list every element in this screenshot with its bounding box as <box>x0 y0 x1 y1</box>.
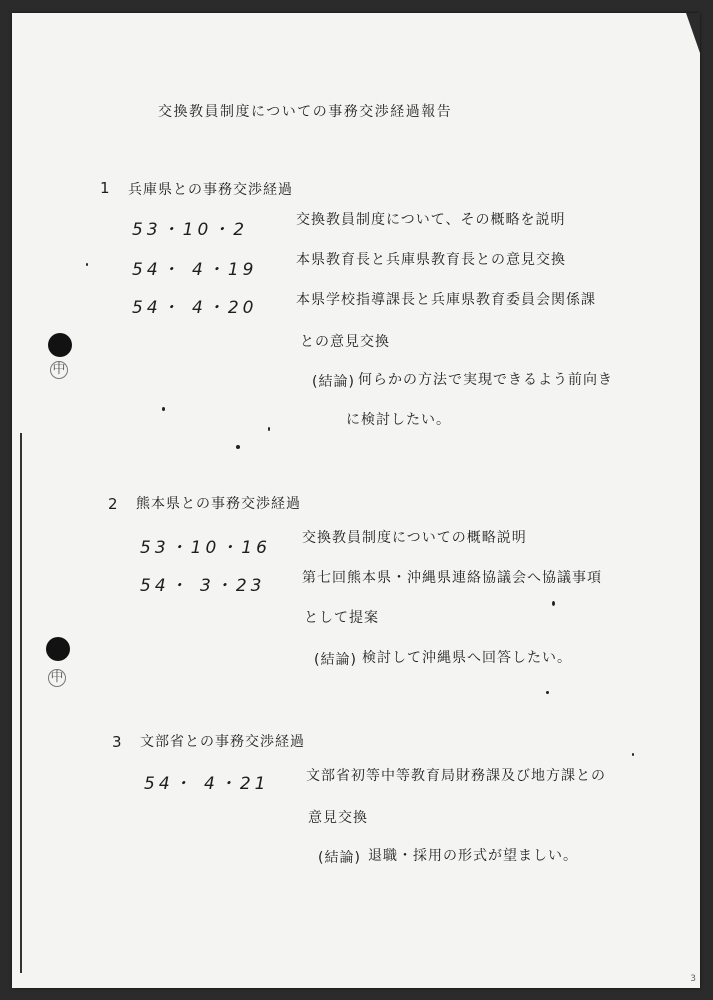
entry-date: 53・10・2 <box>132 220 249 240</box>
conclusion-label: (結論) <box>312 374 355 390</box>
ink-speck <box>162 407 165 411</box>
margin-stamp: 中 <box>50 361 68 379</box>
conclusion-text: 検討して沖縄県へ回答したい。 <box>362 650 572 666</box>
document-page <box>12 13 700 988</box>
conclusion-text-continued: に検討したい。 <box>346 412 451 428</box>
section-number: 3 <box>112 733 123 751</box>
ink-speck <box>268 427 270 431</box>
entry-text: 文部省初等中等教育局財務課及び地方課との <box>306 768 606 784</box>
entry-text: 交換教員制度についての概略説明 <box>302 530 527 546</box>
entry-date: 54・ 4・21 <box>144 774 270 794</box>
entry-date: 53・10・16 <box>140 538 271 558</box>
conclusion-text: 何らかの方法で実現できるよう前向き <box>358 372 613 388</box>
document-title: 交換教員制度についての事務交渉経過報告 <box>158 104 453 120</box>
punch-hole-top <box>48 333 72 357</box>
margin-stamp: 中 <box>48 669 66 687</box>
page-corner <box>686 13 700 53</box>
conclusion-label: (結論) <box>318 850 361 866</box>
section-number: 1 <box>100 179 111 197</box>
section-heading: 兵庫県との事務交渉経過 <box>128 182 293 198</box>
ink-speck <box>236 445 240 449</box>
entry-text-continued: 意見交換 <box>308 810 368 826</box>
entry-date: 54・ 4・20 <box>132 298 258 318</box>
section-heading: 熊本県との事務交渉経過 <box>136 496 301 512</box>
punch-hole-bottom <box>46 637 70 661</box>
conclusion-text: 退職・採用の形式が望ましい。 <box>368 848 578 864</box>
ink-speck <box>546 691 549 694</box>
section-number: 2 <box>108 495 119 513</box>
entry-text: 本県教育長と兵庫県教育長との意見交換 <box>296 252 566 268</box>
entry-text: 第七回熊本県・沖縄県連絡協議会へ協議事項 <box>302 570 602 586</box>
page-edge-line <box>20 433 22 973</box>
conclusion-label: (結論) <box>314 652 357 668</box>
entry-text: 本県学校指導課長と兵庫県教育委員会関係課 <box>296 292 596 308</box>
ink-speck <box>632 753 634 756</box>
entry-text: 交換教員制度について、その概略を説明 <box>296 212 566 228</box>
entry-text-continued: との意見交換 <box>300 334 390 350</box>
ink-speck <box>86 263 88 266</box>
entry-date: 54・ 3・23 <box>140 576 266 596</box>
entry-date: 54・ 4・19 <box>132 260 258 280</box>
entry-text-continued: として提案 <box>304 610 379 626</box>
ink-speck <box>552 601 555 606</box>
section-heading: 文部省との事務交渉経過 <box>140 734 305 750</box>
page-number: 3 <box>690 974 696 984</box>
